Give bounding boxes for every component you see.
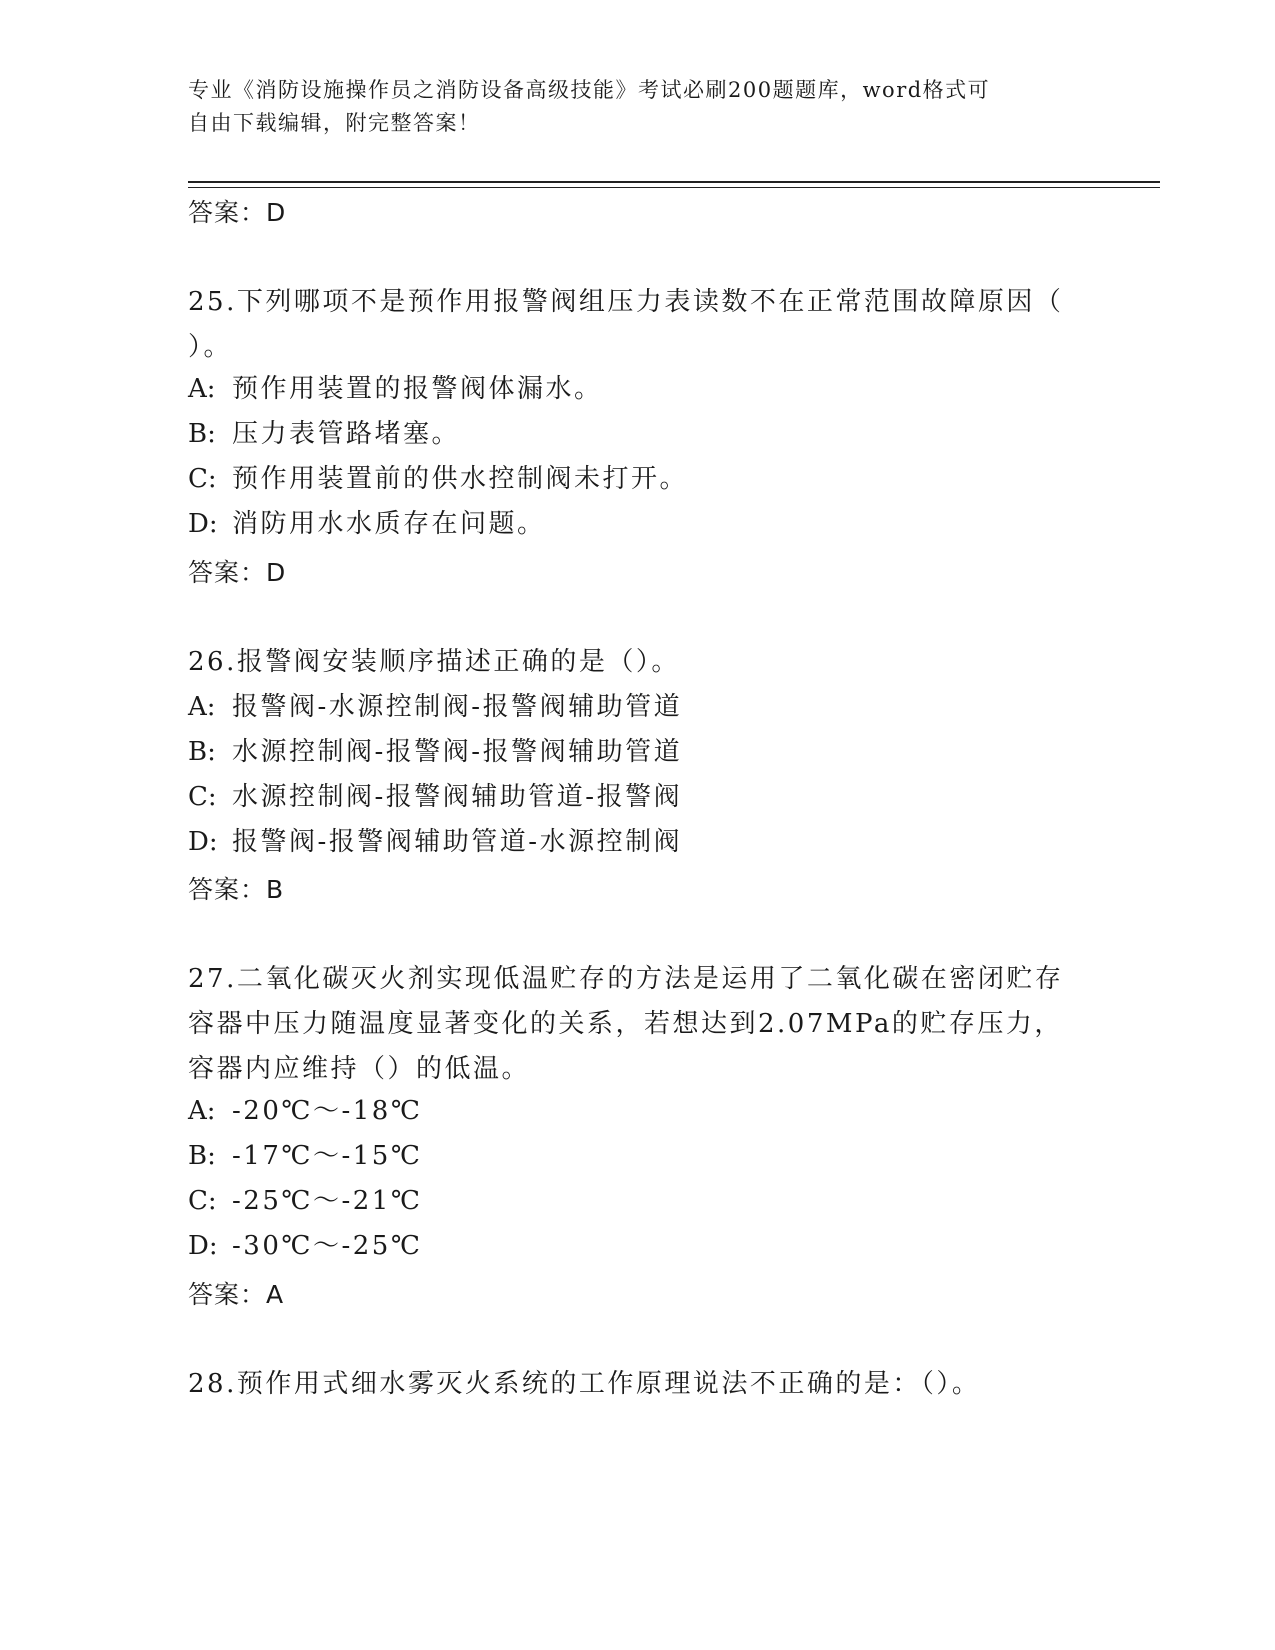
option-a: A: -20℃～-18℃ [188,1096,423,1126]
answer-label: 答案：D [188,558,287,587]
header-line-2: 自由下载编辑，附完整答案！ [188,111,481,135]
header-line-1: 专业《消防设施操作员之消防设备高级技能》考试必刷200题题库，word格式可 [188,78,991,102]
option-d: D: -30℃～-25℃ [188,1231,423,1261]
answer-label: 答案：A [188,1280,285,1309]
option-a: A: 报警阀-水源控制阀-报警阀辅助管道 [188,692,683,722]
option-a: A: 预作用装置的报警阀体漏水。 [188,374,603,404]
answer-label: 答案：B [188,875,285,904]
document-header [188,74,1088,140]
option-d: D: 报警阀-报警阀辅助管道-水源控制阀 [188,827,683,857]
header-divider-thick [188,181,1160,183]
option-b: B: 水源控制阀-报警阀-报警阀辅助管道 [188,737,683,767]
option-c: C: 预作用装置前的供水控制阀未打开。 [188,464,689,494]
question-stem: 28.预作用式细水雾灭火系统的工作原理说法不正确的是：（）。 [188,1369,981,1399]
answer-label: 答案：D [188,198,287,227]
option-c: C: 水源控制阀-报警阀辅助管道-报警阀 [188,782,683,812]
option-b: B: 压力表管路堵塞。 [188,419,461,449]
question-stem: 27.二氧化碳灭火剂实现低温贮存的方法是运用了二氧化碳在密闭贮存 容器中压力随温度显著变化的关系，若想达到2.07MPa的贮存压力， 容器内应维持（）的低温。 [188,964,1064,1084]
question-stem: 26.报警阀安装顺序描述正确的是（）。 [188,647,680,677]
question-stem: 25.下列哪项不是预作用报警阀组压力表读数不在正常范围故障原因（ ）。 [188,287,1064,362]
option-c: C: -25℃～-21℃ [188,1186,423,1216]
option-d: D: 消防用水水质存在问题。 [188,509,546,539]
header-divider-thin [188,187,1160,188]
option-b: B: -17℃～-15℃ [188,1141,423,1171]
